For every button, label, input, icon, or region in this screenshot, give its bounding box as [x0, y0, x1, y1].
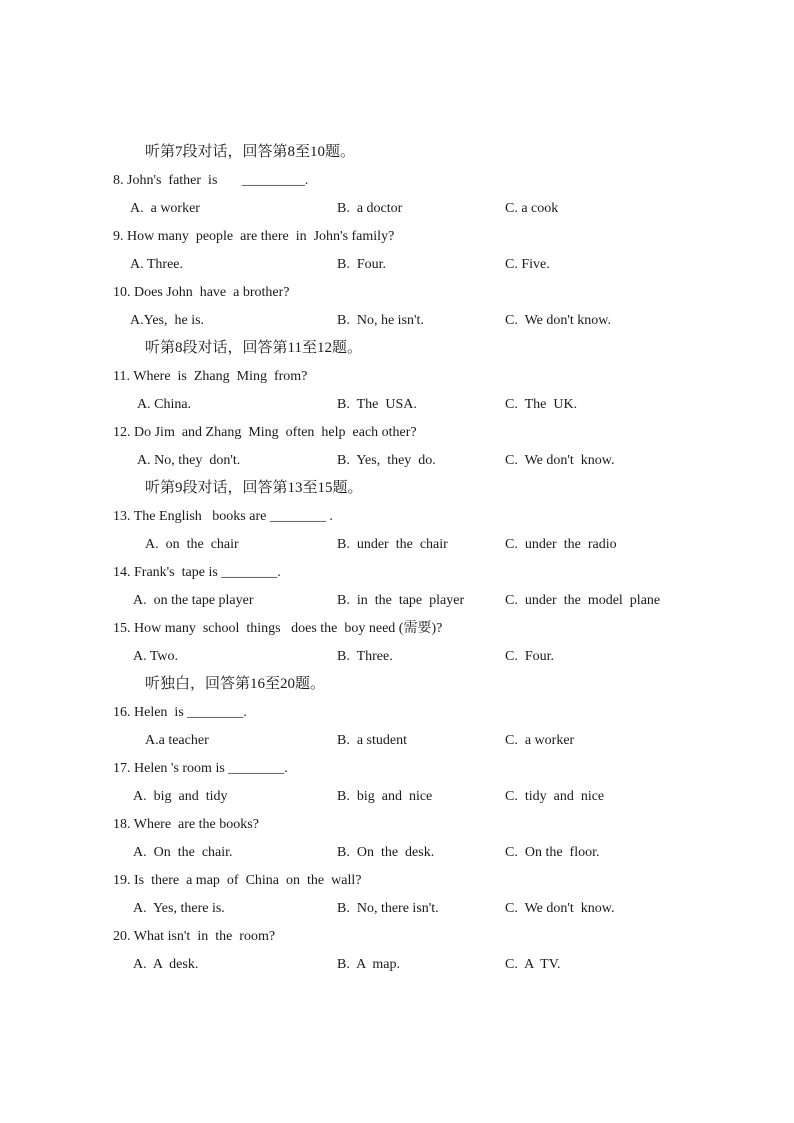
option-b: B. a student — [337, 733, 407, 748]
option-a: A. No, they don't. — [137, 453, 241, 468]
option-a: A. China. — [137, 397, 192, 412]
question-stem: 20. What isn't in the room? — [113, 929, 276, 944]
option-a: A. a worker — [130, 201, 200, 216]
question-stem: 11. Where is Zhang Ming from? — [113, 369, 308, 384]
option-a: A. Two. — [133, 649, 179, 664]
question-stem: 16. Helen is ________. — [113, 705, 247, 720]
question-stem: 10. Does John have a brother? — [113, 285, 290, 300]
question-stem: 12. Do Jim and Zhang Ming often help each other? — [113, 425, 417, 440]
option-b: B. A map. — [337, 957, 401, 972]
question-stem: 15. How many school things does the boy need (需要)? — [113, 621, 443, 636]
option-a: A. on the chair — [145, 537, 239, 552]
option-b: B. a doctor — [337, 201, 403, 216]
option-c: C. under the model plane — [505, 593, 661, 608]
question-stem: 8. John's father is _________. — [113, 173, 309, 188]
option-b: B. The USA. — [337, 397, 417, 412]
option-a: A. Yes, there is. — [133, 901, 225, 916]
option-c: C. tidy and nice — [505, 789, 605, 804]
option-b: B. Yes, they do. — [337, 453, 436, 468]
section-heading: 听独白，回答第16至20题。 — [145, 676, 326, 692]
section-heading: 听第8段对话，回答第11至12题。 — [145, 340, 362, 356]
option-b: B. No, he isn't. — [337, 313, 424, 328]
option-c: C. The UK. — [505, 397, 578, 412]
option-c: C. a worker — [505, 733, 575, 748]
option-a: A. Three. — [130, 257, 183, 272]
option-a: A. A desk. — [133, 957, 199, 972]
option-c: C. Four. — [505, 649, 555, 664]
option-a: A. on the tape player — [133, 593, 254, 608]
option-b: B. under the chair — [337, 537, 448, 552]
option-a: A.a teacher — [145, 733, 209, 748]
option-b: B. in the tape player — [337, 593, 465, 608]
option-c: C. We don't know. — [505, 453, 615, 468]
option-b: B. Three. — [337, 649, 393, 664]
option-c: C. We don't know. — [505, 313, 612, 328]
question-stem: 9. How many people are there in John's family? — [113, 229, 395, 244]
option-c: C. On the floor. — [505, 845, 600, 860]
option-a: A. On the chair. — [133, 845, 233, 860]
question-stem: 19. Is there a map of China on the wall? — [113, 873, 362, 888]
option-b: B. No, there isn't. — [337, 901, 439, 916]
question-stem: 18. Where are the books? — [113, 817, 259, 832]
option-b: B. On the desk. — [337, 845, 435, 860]
option-c: C. A TV. — [505, 957, 561, 972]
option-c: C. a cook — [505, 201, 559, 216]
question-stem: 14. Frank's tape is ________. — [113, 565, 281, 580]
option-c: C. Five. — [505, 257, 550, 272]
option-b: B. big and nice — [337, 789, 433, 804]
option-a: A.Yes, he is. — [130, 313, 205, 328]
option-b: B. Four. — [337, 257, 387, 272]
section-heading: 听第9段对话，回答第13至15题。 — [145, 480, 363, 496]
question-stem: 13. The English books are ________ . — [113, 509, 333, 524]
question-stem: 17. Helen 's room is ________. — [113, 761, 288, 776]
option-c: C. We don't know. — [505, 901, 615, 916]
section-heading: 听第7段对话，回答第8至10题。 — [145, 144, 356, 160]
option-a: A. big and tidy — [133, 789, 228, 804]
option-c: C. under the radio — [505, 537, 617, 552]
